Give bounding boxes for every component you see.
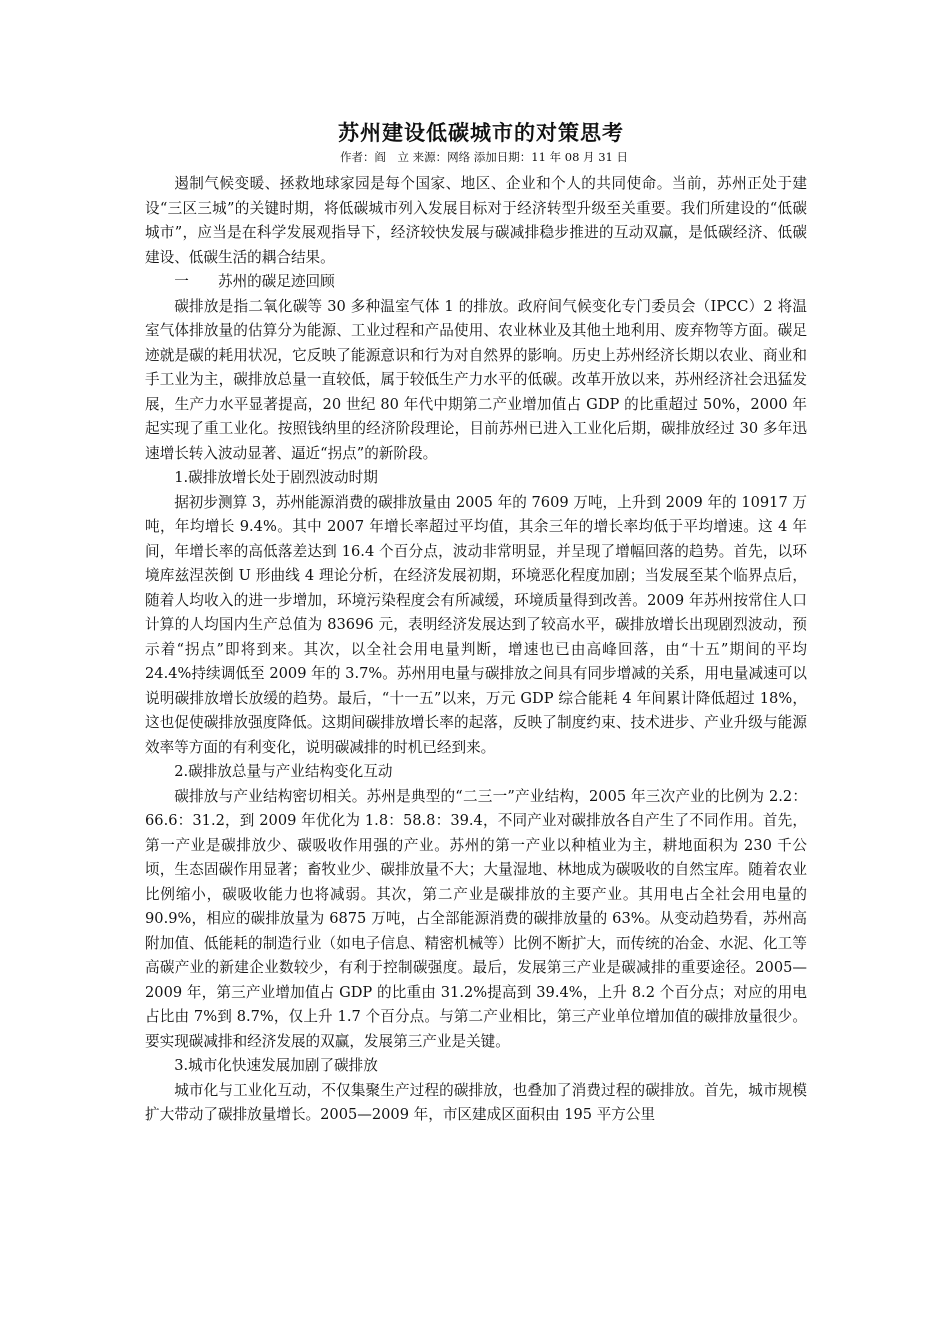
paragraph-industry-structure: 碳排放与产业结构密切相关。苏州是典型的“二三一”产业结构，2005 年三次产业的比例为 2.2：66.6：31.2，到 2009 年优化为 1.8：58.8：39.4，不同产业对碳排放各自产生了不同作用。首先，第一产业是碳排放少、碳吸收作用强的产业。苏州的第一产业以种植业为主，耕地面积为 230 千公顷，生态固碳作用显著；畜牧业少、碳排放量不大；大量湿地、林地成为碳吸收的自然宝库。随着农业比例缩小，碳吸收能力也将减弱。其次，第二产业是碳排放的主要产业。其用电占全社会用电量的 90.9%，相应的碳排放量为 6875 万吨，占全部能源消费的碳排放量的 63%。从变动趋势看，苏州高附加值、低能耗的制造行业（如电子信息、精密机械等）比例不断扩大，而传统的冶金、水泥、化工等高碳产业的新建企业数较少，有利于控制碳强度。最后，发展第三产业是碳减排的重要途径。2005—2009 年，第三产业增加值占 GDP 的比重由 31.2%提高到 39.4%，上升 8.2 个百分点；对应的用电占比由 7%到 8.7%，仅上升 1.7 个百分点。与第二产业相比，第三产业单位增加值的碳排放量很少。要实现碳减排和经济发展的双赢，发展第三产业是关键。 — [145, 787, 807, 1050]
paragraph-carbon-definition: 碳排放是指二氧化碳等 30 多种温室气体 1 的排放。政府间气候变化专门委员会（IPCC）2 将温室气体排放量的估算分为能源、工业过程和产品使用、农业林业及其他土地利用、废弃物等方面。碳足迹就是碳的耗用状况，它反映了能源意识和行为对自然界的影响。历史上苏州经济长期以农业、商业和手工业为主，碳排放总量一直较低，属于较低生产力水平的低碳。改革开放以来，苏州经济社会迅猛发展，生产力水平显著提高，20 世纪 80 年代中期第二产业增加值占 GDP 的比重超过 50%，2000 年起实现了重工业化。按照钱纳里的经济阶段理论，目前苏州已进入工业化后期，碳排放经过 30 多年迅速增长转入波动显著、逼近“拐点”的新阶段。 — [145, 297, 807, 462]
section-heading-1: 一 苏州的碳足迹回顾 — [174, 273, 335, 290]
subsection-heading-2: 2.碳排放总量与产业结构变化互动 — [174, 763, 393, 780]
subsection-heading-3: 3.城市化快速发展加剧了碳排放 — [174, 1057, 378, 1074]
paragraph-emission-fluctuation: 据初步测算 3，苏州能源消费的碳排放量由 2005 年的 7609 万吨，上升到 2009 年的 10917 万吨，年均增长 9.4%。其中 2007 年增长率超过平均值，其余三年的增长率均低于平均增速。这 4 年间，年增长率的高低落差达到 16.4 个百分点，波动非常明显，并呈现了增幅回落的趋势。首先，以环境库兹涅茨倒 U 形曲线 4 理论分析，在经济发展初期，环境恶化程度加剧；当发展至某个临界点后，随着人均收入的进一步增加，环境污染程度会有所减缓，环境质量得到改善。2009 年苏州按常住人口计算的人均国内生产总值为 83696 元，表明经济发展达到了较高水平，碳排放增长出现剧烈波动，预示着“拐点”即将到来。其次，以全社会用电量判断，增速也已由高峰回落，由“十五”期间的平均 24.4%持续调低至 2009 年的 3.7%。苏州用电量与碳排放之间具有同步增减的关系，用电量减速可以说明碳排放增长放缓的趋势。最后，“十一五”以来，万元 GDP 综合能耗 4 年间累计降低超过 18%，这也促使碳排放强度降低。这期间碳排放增长率的起落，反映了制度约束、技术进步、产业升级与能源效率等方面的有利变化，说明碳减排的时机已经到来。 — [145, 493, 807, 756]
document-page — [145, 118, 807, 1128]
paragraph-intro: 遏制气候变暖、拯救地球家园是每个国家、地区、企业和个人的共同使命。当前，苏州正处于建设“三区三城”的关键时期，将低碳城市列入发展目标对于经济转型升级至关重要。我们所建设的“低碳城市”，应当是在科学发展观指导下，经济较快发展与碳减排稳步推进的互动双赢，是低碳经济、低碳建设、低碳生活的耦合结果。 — [145, 175, 807, 266]
document-meta: 作者：阎 立 来源：网络 添加日期：11 年 08 月 31 日 — [340, 150, 628, 164]
subsection-heading-1: 1.碳排放增长处于剧烈波动时期 — [174, 469, 378, 486]
paragraph-urbanization: 城市化与工业化互动，不仅集聚生产过程的碳排放，也叠加了消费过程的碳排放。首先，城市规模扩大带动了碳排放量增长。2005—2009 年，市区建成区面积由 195 平方公里 — [145, 1081, 807, 1123]
document-title: 苏州建设低碳城市的对策思考 — [338, 121, 624, 145]
